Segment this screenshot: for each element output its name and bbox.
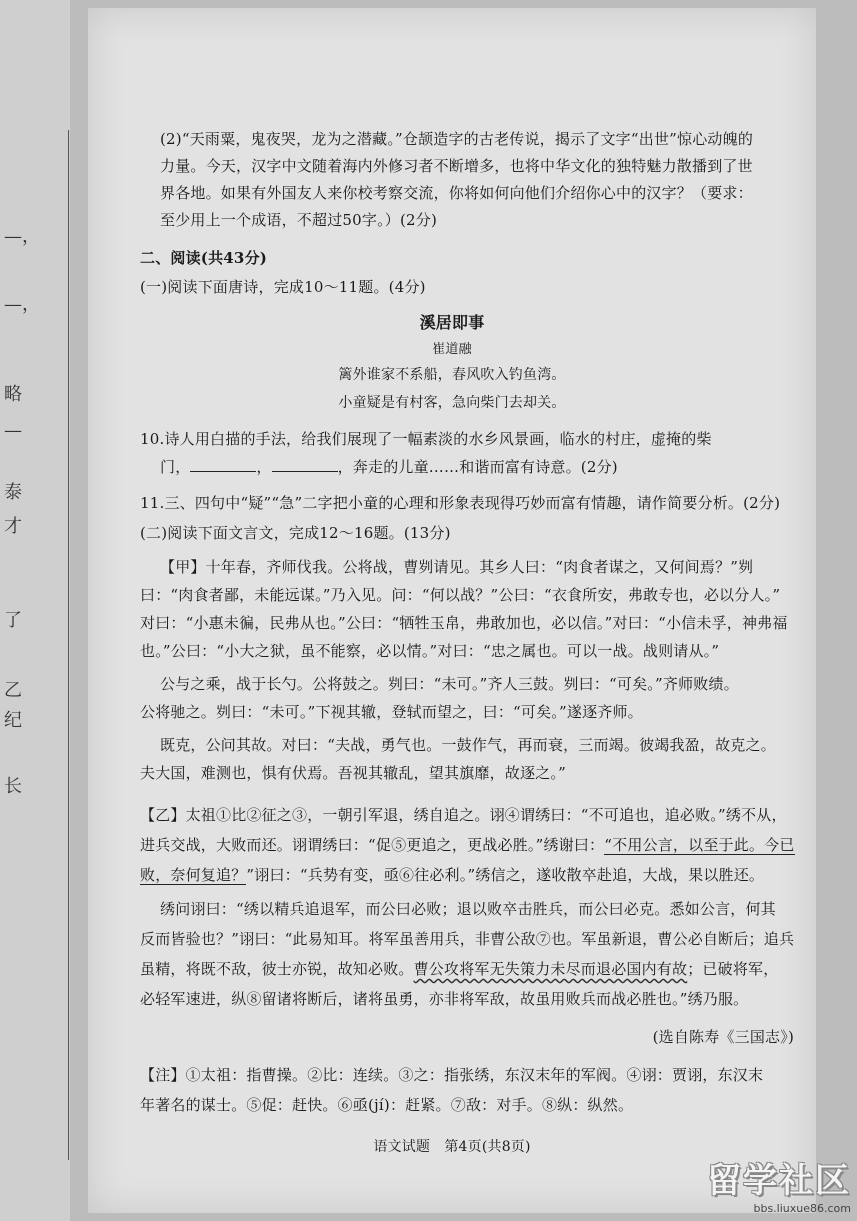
answer-blank[interactable] (272, 457, 338, 472)
watermark-logo-text: 留学社区 (707, 1161, 851, 1201)
q9-2-line: (2)“天雨粟，鬼夜哭，龙为之潜藏。”仓颉造字的古老传说，揭示了文字“出世”惊心动魄的 (160, 130, 754, 148)
question-10: 10.诗人用白描的手法，给我们展现了一幅素淡的水乡风景画，临水的村庄，虚掩的柴 (140, 430, 712, 448)
site-watermark (691, 1153, 851, 1213)
poem-author: 崔道融 (432, 342, 472, 357)
passage-jia-line: 夫大国，难测也，惧有伏焉。吾视其辙乱，望其旗靡，故逐之。” (140, 764, 566, 782)
exam-page (88, 8, 816, 1213)
section-reading-heading: 二、阅读(共43分) (140, 249, 268, 267)
question-10-continued (160, 456, 618, 477)
underlined-sentence: 败，奈何复追？ (140, 866, 247, 884)
annotation-line: 【注】①太祖：指曹操。②比：连续。③之：指张绣，东汉末年的军阀。④诩：贾诩，东汉末 (140, 1066, 764, 1084)
left-fragment: 泰 (4, 482, 22, 503)
passage-jia-line: 公与之乘，战于长勺。公将鼓之。刿曰：“未可。”齐人三鼓。刿曰：“可矣。”齐师败绩。 (160, 675, 739, 693)
wavy-underlined-sentence: 曹公攻将军无失策力未尽而退必国内有故 (413, 960, 688, 978)
yi-text: 虽精，将既不敌，彼士亦锐，故知必败。 (140, 960, 414, 978)
left-fragment: 纪 (4, 710, 22, 731)
poem-title: 溪居即事 (419, 313, 485, 332)
left-fragment: 略 (4, 384, 22, 405)
passage-yi-line (140, 834, 795, 855)
q9-2-line: 至少用上一个成语，不超过50字。）(2分) (160, 211, 438, 229)
poem-line: 篱外谁家不系船，春风吹入钓鱼湾。 (338, 367, 566, 383)
passage-yi-line: 绣问诩曰：“绣以精兵追退军，而公曰必败；退以败卒击胜兵，而公曰必克。悉如公言，何其 (160, 900, 776, 918)
yi-text: ”诩曰：“兵势有变，亟⑥往必利。”绣信之，遂收散卒赴追，大战，果以胜还。 (246, 866, 765, 884)
answer-blank[interactable] (190, 457, 256, 472)
passage-yi-line: 反而皆验也？”诩曰：“此易知耳。将军虽善用兵，非曹公敌⑦也。军虽新退，曹公必自断后；追兵 (140, 930, 795, 948)
yi-text: 进兵交战，大败而还。诩谓绣曰：“促⑤更追之，更战必胜。”绣谢曰： (140, 836, 605, 854)
passage-yi-line: 必轻军速进，纵⑧留诸将断后，诸将虽勇，亦非将军敌，故虽用败兵而战必胜也。”绣乃服。 (140, 990, 749, 1008)
passage-jia-line: 【甲】十年春，齐师伐我。公将战，曹刿请见。其乡人曰：“肉食者谋之，又何间焉？”刿 (160, 558, 754, 576)
passage-jia-line: 公将驰之。刿曰：“未可。”下视其辙，登轼而望之，曰：“可矣。”遂逐齐师。 (140, 703, 643, 721)
poem-line: 小童疑是有村客，急向柴门去却关。 (338, 395, 566, 411)
margin-rule (68, 130, 69, 1160)
q10-text: ，奔走的儿童……和谐而富有诗意。(2分) (337, 458, 618, 476)
q10-text: ， (256, 458, 272, 476)
question-11: 11.三、四句中“疑”“急”二字把小童的心理和形象表现得巧妙而富有情趣，请作简要分析。(2分) (140, 494, 781, 512)
passage-jia-line: 也。”公曰：“小大之狱，虽不能察，必以情。”对曰：“忠之属也。可以一战。战则请从。” (140, 642, 720, 660)
left-fragment: — (4, 420, 22, 441)
q9-2-line: 界各地。如果有外国友人来你校考察交流，你将如何向他们介绍你心中的汉字？（要求： (160, 184, 753, 202)
left-page-margin (0, 0, 70, 1221)
classical-instructions: (二)阅读下面文言文，完成12～16题。(13分) (140, 524, 451, 542)
left-fragment: 才 (4, 516, 22, 537)
passage-yi-line (140, 958, 778, 979)
passage-yi-line (140, 864, 764, 885)
yi-text: ；已破将军， (687, 960, 779, 978)
left-fragment: 了 (4, 610, 22, 631)
q10-text: 门， (160, 458, 191, 476)
passage-jia-line: 曰：“肉食者鄙，未能远谋。”乃入见。问：“何以战？”公曰：“衣食所安，弗敢专也，必以分人。” (140, 586, 781, 604)
underlined-sentence: “不用公言，以至于此。今已 (604, 836, 795, 854)
left-fragment: —， (4, 294, 40, 315)
left-fragment: 乙 (4, 680, 22, 701)
q9-2-line: 力量。今天，汉字中文随着海内外修习者不断增多，也将中华文化的独特魅力散播到了世 (160, 157, 753, 175)
left-fragment: —， (4, 226, 40, 247)
source-citation: (选自陈寿《三国志》) (652, 1028, 794, 1046)
page-footer: 语文试题 第4页(共8页) (373, 1139, 531, 1155)
poem-instructions: (一)阅读下面唐诗，完成10～11题。(4分) (140, 278, 426, 296)
passage-yi-line: 【乙】太祖①比②征之③，一朝引军退，绣自追之。诩④谓绣曰：“不可追也，追必败。”绣不从， (140, 806, 787, 824)
left-fragment: 长 (4, 776, 22, 797)
annotation-line: 年著名的谋士。⑤促：赶快。⑥亟(jí)：赶紧。⑦敌：对手。⑧纵：纵然。 (140, 1096, 634, 1114)
passage-jia-line: 对曰：“小惠未徧，民弗从也。”公曰：“牺牲玉帛，弗敢加也，必以信。”对曰：“小信未孚，神弗福 (140, 614, 788, 632)
watermark-url: bbs.liuxue86.com (753, 1202, 851, 1215)
passage-jia-line: 既克，公问其故。对曰：“夫战，勇气也。一鼓作气，再而衰，三而竭。彼竭我盈，故克之。 (160, 736, 776, 754)
